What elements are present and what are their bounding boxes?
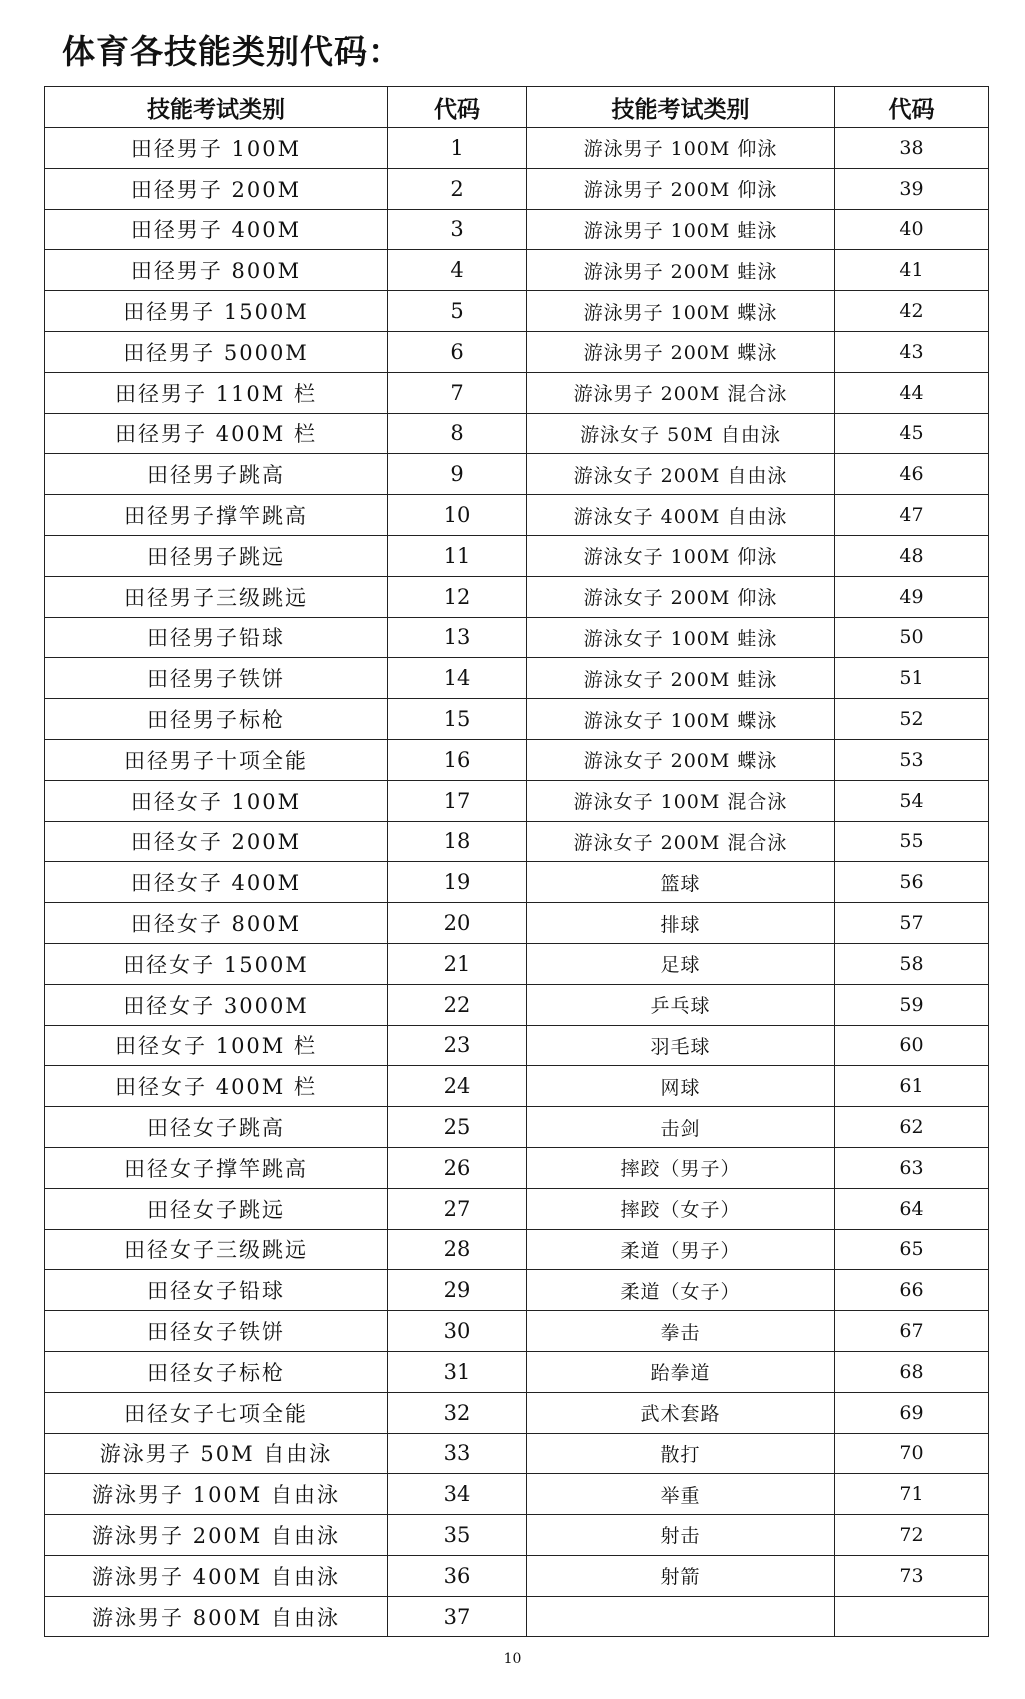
category-left-cell: 田径女子七项全能	[45, 1392, 388, 1433]
table-row	[45, 1066, 989, 1107]
code-right-cell: 41	[835, 250, 989, 291]
code-left-cell: 4	[388, 250, 527, 291]
code-left-cell: 13	[388, 617, 527, 658]
code-right-cell: 73	[835, 1555, 989, 1596]
table-row	[45, 454, 989, 495]
code-right-cell: 47	[835, 495, 989, 536]
table-row	[45, 699, 989, 740]
table-row	[45, 903, 989, 944]
code-right-cell: 43	[835, 331, 989, 372]
header-code-right: 代码	[835, 87, 989, 128]
category-left-cell: 田径男子 100M	[45, 128, 388, 169]
category-right-cell: 游泳女子 200M 仰泳	[527, 576, 835, 617]
table-row	[45, 209, 989, 250]
category-right-cell: 游泳女子 200M 蛙泳	[527, 658, 835, 699]
table-row	[45, 862, 989, 903]
category-right-cell: 武术套路	[527, 1392, 835, 1433]
code-right-cell: 52	[835, 699, 989, 740]
category-right-cell: 跆拳道	[527, 1351, 835, 1392]
code-left-cell: 6	[388, 331, 527, 372]
code-left-cell: 33	[388, 1433, 527, 1474]
header-category-left: 技能考试类别	[45, 87, 388, 128]
code-left-cell: 17	[388, 780, 527, 821]
category-right-cell: 举重	[527, 1474, 835, 1515]
category-right-cell: 游泳男子 100M 仰泳	[527, 128, 835, 169]
code-left-cell: 20	[388, 903, 527, 944]
code-right-cell: 61	[835, 1066, 989, 1107]
code-left-cell: 28	[388, 1229, 527, 1270]
code-right-cell: 70	[835, 1433, 989, 1474]
header-code-left: 代码	[388, 87, 527, 128]
table-row	[45, 250, 989, 291]
code-right-cell: 64	[835, 1188, 989, 1229]
table-row	[45, 821, 989, 862]
category-left-cell: 田径女子撑竿跳高	[45, 1147, 388, 1188]
code-left-cell: 11	[388, 535, 527, 576]
code-right-cell: 39	[835, 168, 989, 209]
code-right-cell: 66	[835, 1270, 989, 1311]
code-right-cell: 59	[835, 984, 989, 1025]
category-right-cell: 游泳女子 50M 自由泳	[527, 413, 835, 454]
category-right-cell: 足球	[527, 943, 835, 984]
category-right-cell: 射箭	[527, 1555, 835, 1596]
category-right-cell: 拳击	[527, 1311, 835, 1352]
code-left-cell: 2	[388, 168, 527, 209]
category-left-cell: 田径男子 1500M	[45, 291, 388, 332]
category-right-cell: 游泳女子 200M 混合泳	[527, 821, 835, 862]
code-right-cell: 49	[835, 576, 989, 617]
table-row	[45, 535, 989, 576]
code-left-cell: 7	[388, 372, 527, 413]
code-right-cell: 56	[835, 862, 989, 903]
category-right-cell: 摔跤（女子）	[527, 1188, 835, 1229]
code-left-cell: 18	[388, 821, 527, 862]
category-right-cell: 游泳男子 200M 蛙泳	[527, 250, 835, 291]
category-left-cell: 田径男子 400M 栏	[45, 413, 388, 454]
category-right-cell: 散打	[527, 1433, 835, 1474]
category-left-cell: 田径男子铅球	[45, 617, 388, 658]
category-left-cell: 田径男子 5000M	[45, 331, 388, 372]
code-right-cell	[835, 1596, 989, 1637]
code-right-cell: 50	[835, 617, 989, 658]
category-right-cell: 羽毛球	[527, 1025, 835, 1066]
code-right-cell: 44	[835, 372, 989, 413]
table-row	[45, 1229, 989, 1270]
category-right-cell: 乒乓球	[527, 984, 835, 1025]
page-title: 体育各技能类别代码：	[62, 32, 402, 71]
category-right-cell: 游泳女子 200M 自由泳	[527, 454, 835, 495]
table-row	[45, 1433, 989, 1474]
table-row	[45, 1025, 989, 1066]
category-right-cell: 游泳男子 200M 蝶泳	[527, 331, 835, 372]
code-left-cell: 25	[388, 1107, 527, 1148]
code-left-cell: 23	[388, 1025, 527, 1066]
skill-code-table	[44, 86, 989, 1637]
table-row	[45, 495, 989, 536]
category-left-cell: 田径女子 800M	[45, 903, 388, 944]
category-left-cell: 田径女子标枪	[45, 1351, 388, 1392]
code-right-cell: 68	[835, 1351, 989, 1392]
code-left-cell: 12	[388, 576, 527, 617]
category-right-cell: 射击	[527, 1515, 835, 1556]
code-right-cell: 67	[835, 1311, 989, 1352]
category-right-cell: 游泳女子 200M 蝶泳	[527, 739, 835, 780]
category-left-cell: 田径男子跳高	[45, 454, 388, 495]
table-row	[45, 1555, 989, 1596]
code-right-cell: 38	[835, 128, 989, 169]
code-right-cell: 42	[835, 291, 989, 332]
table-row	[45, 1107, 989, 1148]
code-right-cell: 62	[835, 1107, 989, 1148]
code-right-cell: 69	[835, 1392, 989, 1433]
code-left-cell: 37	[388, 1596, 527, 1637]
code-left-cell: 29	[388, 1270, 527, 1311]
table-row	[45, 943, 989, 984]
table-row	[45, 1270, 989, 1311]
category-left-cell: 田径女子跳高	[45, 1107, 388, 1148]
code-right-cell: 63	[835, 1147, 989, 1188]
page-number: 10	[503, 1651, 522, 1667]
table-row	[45, 413, 989, 454]
code-left-cell: 24	[388, 1066, 527, 1107]
table-row	[45, 739, 989, 780]
category-left-cell: 田径男子 400M	[45, 209, 388, 250]
code-left-cell: 19	[388, 862, 527, 903]
category-right-cell: 游泳女子 100M 蝶泳	[527, 699, 835, 740]
table-row	[45, 291, 989, 332]
code-right-cell: 60	[835, 1025, 989, 1066]
category-left-cell: 田径女子跳远	[45, 1188, 388, 1229]
code-right-cell: 46	[835, 454, 989, 495]
category-left-cell: 游泳男子 800M 自由泳	[45, 1596, 388, 1637]
category-left-cell: 田径男子 200M	[45, 168, 388, 209]
code-left-cell: 32	[388, 1392, 527, 1433]
code-left-cell: 27	[388, 1188, 527, 1229]
table-row	[45, 1596, 989, 1637]
category-right-cell: 排球	[527, 903, 835, 944]
table-row	[45, 1392, 989, 1433]
category-left-cell: 田径女子 3000M	[45, 984, 388, 1025]
table-header	[45, 87, 989, 128]
code-left-cell: 31	[388, 1351, 527, 1392]
code-right-cell: 45	[835, 413, 989, 454]
category-left-cell: 游泳男子 200M 自由泳	[45, 1515, 388, 1556]
category-left-cell: 田径男子撑竿跳高	[45, 495, 388, 536]
table-row	[45, 1188, 989, 1229]
table-row	[45, 168, 989, 209]
table-row	[45, 658, 989, 699]
code-right-cell: 71	[835, 1474, 989, 1515]
category-right-cell: 游泳男子 200M 混合泳	[527, 372, 835, 413]
category-left-cell: 田径女子铁饼	[45, 1311, 388, 1352]
category-right-cell: 游泳女子 100M 仰泳	[527, 535, 835, 576]
category-left-cell: 田径男子十项全能	[45, 739, 388, 780]
code-left-cell: 26	[388, 1147, 527, 1188]
table-row	[45, 1515, 989, 1556]
code-right-cell: 48	[835, 535, 989, 576]
code-left-cell: 14	[388, 658, 527, 699]
category-right-cell: 游泳女子 100M 混合泳	[527, 780, 835, 821]
header-category-right: 技能考试类别	[527, 87, 835, 128]
category-left-cell: 田径女子 200M	[45, 821, 388, 862]
code-right-cell: 54	[835, 780, 989, 821]
table-row	[45, 331, 989, 372]
category-left-cell: 田径女子三级跳远	[45, 1229, 388, 1270]
table-row	[45, 576, 989, 617]
code-right-cell: 58	[835, 943, 989, 984]
table-row	[45, 617, 989, 658]
code-left-cell: 35	[388, 1515, 527, 1556]
category-right-cell: 游泳男子 200M 仰泳	[527, 168, 835, 209]
code-left-cell: 1	[388, 128, 527, 169]
table-row	[45, 372, 989, 413]
category-left-cell: 田径男子标枪	[45, 699, 388, 740]
code-left-cell: 3	[388, 209, 527, 250]
table-row	[45, 1147, 989, 1188]
category-left-cell: 田径男子 800M	[45, 250, 388, 291]
category-left-cell: 田径女子 400M 栏	[45, 1066, 388, 1107]
category-left-cell: 游泳男子 400M 自由泳	[45, 1555, 388, 1596]
category-right-cell: 柔道（女子）	[527, 1270, 835, 1311]
category-left-cell: 田径男子跳远	[45, 535, 388, 576]
category-left-cell: 游泳男子 50M 自由泳	[45, 1433, 388, 1474]
category-right-cell: 游泳男子 100M 蛙泳	[527, 209, 835, 250]
code-left-cell: 22	[388, 984, 527, 1025]
header-row	[45, 87, 989, 128]
category-left-cell: 游泳男子 100M 自由泳	[45, 1474, 388, 1515]
category-left-cell: 田径女子 100M	[45, 780, 388, 821]
code-right-cell: 51	[835, 658, 989, 699]
table-row	[45, 1474, 989, 1515]
category-left-cell: 田径男子 110M 栏	[45, 372, 388, 413]
category-right-cell	[527, 1596, 835, 1637]
table-row	[45, 1351, 989, 1392]
category-right-cell: 游泳女子 100M 蛙泳	[527, 617, 835, 658]
code-left-cell: 5	[388, 291, 527, 332]
code-right-cell: 40	[835, 209, 989, 250]
code-right-cell: 65	[835, 1229, 989, 1270]
code-left-cell: 9	[388, 454, 527, 495]
table-body	[45, 128, 989, 1637]
code-left-cell: 21	[388, 943, 527, 984]
category-right-cell: 网球	[527, 1066, 835, 1107]
table-row	[45, 780, 989, 821]
code-right-cell: 72	[835, 1515, 989, 1556]
table-row	[45, 984, 989, 1025]
category-right-cell: 柔道（男子）	[527, 1229, 835, 1270]
category-right-cell: 游泳男子 100M 蝶泳	[527, 291, 835, 332]
table-row	[45, 128, 989, 169]
code-left-cell: 30	[388, 1311, 527, 1352]
code-right-cell: 55	[835, 821, 989, 862]
code-right-cell: 53	[835, 739, 989, 780]
category-right-cell: 篮球	[527, 862, 835, 903]
code-left-cell: 15	[388, 699, 527, 740]
category-left-cell: 田径女子铅球	[45, 1270, 388, 1311]
category-left-cell: 田径男子三级跳远	[45, 576, 388, 617]
category-right-cell: 击剑	[527, 1107, 835, 1148]
code-left-cell: 8	[388, 413, 527, 454]
category-left-cell: 田径女子 100M 栏	[45, 1025, 388, 1066]
table-row	[45, 1311, 989, 1352]
code-left-cell: 16	[388, 739, 527, 780]
code-right-cell: 57	[835, 903, 989, 944]
category-left-cell: 田径女子 1500M	[45, 943, 388, 984]
category-left-cell: 田径男子铁饼	[45, 658, 388, 699]
code-left-cell: 36	[388, 1555, 527, 1596]
category-right-cell: 游泳女子 400M 自由泳	[527, 495, 835, 536]
code-left-cell: 10	[388, 495, 527, 536]
category-left-cell: 田径女子 400M	[45, 862, 388, 903]
code-left-cell: 34	[388, 1474, 527, 1515]
category-right-cell: 摔跤（男子）	[527, 1147, 835, 1188]
